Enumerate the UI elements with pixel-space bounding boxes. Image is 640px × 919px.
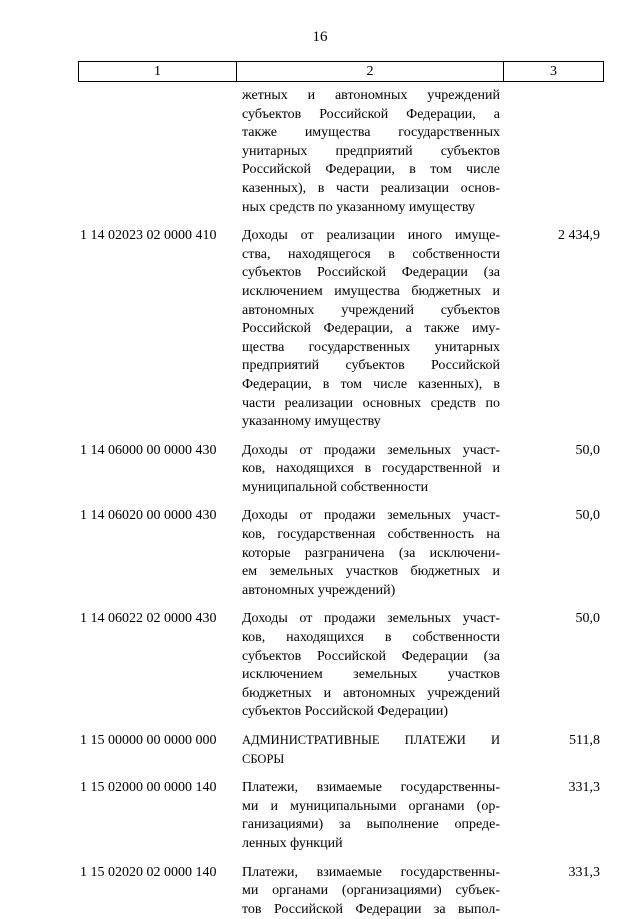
row-name-line: тов Российской Федерации за выпол- — [242, 901, 500, 917]
row-value: 50,0 — [575, 508, 600, 524]
row-name-line: ем земельных участков бюджетных и — [242, 564, 500, 580]
row-name-line: ков, находящихся в государственной и — [242, 461, 500, 477]
row-name — [236, 86, 502, 216]
row-code: 1 14 06020 00 0000 430 — [80, 508, 217, 524]
row-code: 1 15 02020 02 0000 140 — [80, 864, 217, 880]
row-name-line: автономных учреждений) — [242, 582, 396, 598]
row-name — [236, 778, 502, 852]
row-name-line: ганизациями) за выполнение опреде- — [242, 817, 500, 833]
table-row — [78, 731, 604, 768]
row-value: 50,0 — [575, 442, 600, 458]
row-code — [78, 86, 236, 216]
row-code: 1 14 06000 00 0000 430 — [80, 442, 217, 458]
row-name-line: Российской Федерации, в том числе — [242, 162, 500, 178]
row-name-line: субъектов Российской Федерации) — [242, 704, 449, 720]
row-code: 1 15 00000 00 0000 000 — [80, 733, 217, 748]
table-row — [78, 778, 604, 852]
table-body — [78, 86, 604, 918]
row-name-line: предприятий субъектов Российской — [242, 358, 500, 374]
row-name-line: исключением имущества бюджетных и — [242, 283, 500, 299]
row-name-line: Российской Федерации, а также иму- — [242, 321, 500, 337]
row-name-line: ков, государственная собственность на — [242, 527, 500, 543]
row-name-line: ми органами (организациями) субъек- — [242, 883, 500, 899]
table-header — [78, 61, 604, 82]
row-name-line: части реализации основных средств по — [242, 395, 500, 411]
row-name-line: субъектов Российской Федерации, а — [242, 106, 500, 122]
row-name-line: щества государственных унитарных — [242, 339, 500, 355]
budget-table — [78, 61, 604, 918]
row-name — [236, 226, 502, 431]
row-name-line: Федерации, в том числе казенных), в — [242, 376, 500, 392]
row-name — [236, 441, 502, 497]
row-name-line: указанному имуществу — [242, 414, 381, 430]
row-name — [236, 506, 502, 599]
row-value: 50,0 — [575, 611, 600, 627]
table-row — [78, 86, 604, 216]
table-row — [78, 441, 604, 497]
row-name-line: Платежи, взимаемые государственны- — [242, 780, 500, 796]
row-value: 511,8 — [569, 733, 600, 748]
row-name — [236, 609, 502, 721]
row-name-line: ми и муниципальными органами (ор- — [242, 798, 500, 814]
table-row — [78, 506, 604, 599]
row-value: 331,3 — [568, 864, 600, 880]
row-name — [236, 731, 502, 768]
row-name-line: исключением земельных участков — [242, 667, 500, 683]
row-name-line: субъектов Российской Федерации (за — [242, 648, 500, 664]
row-name-line: также имущества государственных — [242, 125, 500, 141]
header-col-1: 1 — [79, 62, 237, 81]
table-row — [78, 863, 604, 919]
row-name-line: автономных учреждений субъектов — [242, 302, 500, 318]
table-row — [78, 609, 604, 721]
row-name-line: которые разграничена (за исключени- — [242, 545, 500, 561]
row-name-line: СБОРЫ — [242, 751, 285, 766]
row-name — [236, 863, 502, 919]
row-name-line: ства, находящегося в собственности — [242, 246, 500, 262]
row-name-line: Платежи, взимаемые государственны- — [242, 864, 500, 880]
row-name-line: субъектов Российской Федерации (за — [242, 265, 500, 281]
row-name-line: муниципальной собственности — [242, 479, 429, 495]
header-col-2: 2 — [237, 62, 504, 81]
row-value — [502, 86, 604, 216]
row-name-line: Доходы от реализации иного имуще- — [242, 228, 500, 244]
header-col-3: 3 — [550, 64, 557, 79]
row-code: 1 14 06022 02 0000 430 — [80, 611, 217, 627]
row-name-line: Доходы от продажи земельных участ- — [242, 611, 500, 627]
row-name-line: унитарных предприятий субъектов — [242, 143, 500, 159]
page-number: 16 — [312, 29, 328, 45]
row-name-line: казенных), в части реализации основ- — [242, 180, 500, 196]
row-name-line: бюджетных и автономных учреждений — [242, 685, 500, 701]
row-name-line: ленных функций — [242, 835, 343, 851]
row-code: 1 14 02023 02 0000 410 — [80, 228, 217, 244]
row-name-line: Доходы от продажи земельных участ- — [242, 442, 500, 458]
table-row — [78, 226, 604, 431]
row-value: 2 434,9 — [558, 228, 600, 244]
row-name-line: жетных и автономных учреждений — [242, 88, 500, 103]
row-name-line: ков, находящихся в собственности — [242, 630, 500, 646]
row-code: 1 15 02000 00 0000 140 — [80, 780, 217, 796]
row-name-line: АДМИНИСТРАТИВНЫЕ ПЛАТЕЖИ И — [242, 733, 500, 747]
row-name-line: Доходы от продажи земельных участ- — [242, 508, 500, 524]
row-value: 331,3 — [568, 780, 600, 796]
row-name-line: ных средств по указанному имуществу — [242, 199, 475, 215]
